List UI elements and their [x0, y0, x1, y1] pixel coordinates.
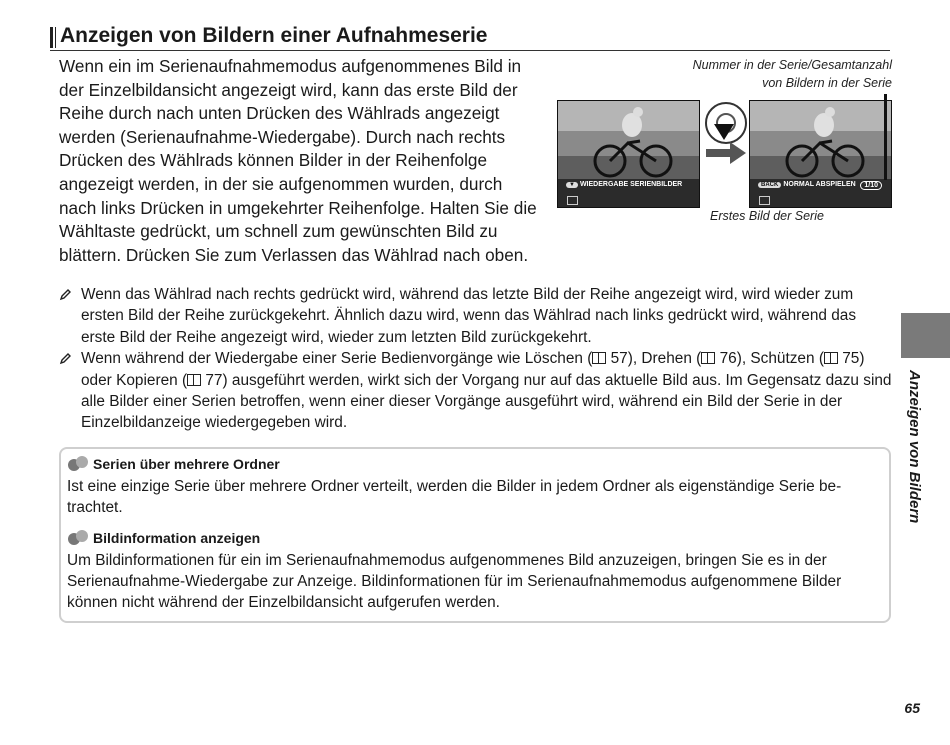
page-number: 65 — [904, 700, 920, 716]
chapter-tab — [901, 313, 950, 358]
list-item-text: 57), Drehen ( — [606, 350, 702, 368]
page-reference-icon — [187, 374, 201, 386]
transition-arrow-icon — [706, 142, 746, 164]
press-down-arrow-icon — [714, 124, 734, 140]
playback-icon — [567, 196, 578, 205]
cyclist-photo — [750, 101, 891, 179]
screen-label-text: WIEDERGABE SERIENBILDER — [579, 181, 683, 188]
section-heading — [50, 26, 890, 51]
list-item — [58, 348, 893, 434]
note-pencil-icon — [59, 352, 72, 365]
page-reference-icon — [592, 352, 606, 364]
list-item-text: 76), Schützen ( — [715, 350, 824, 368]
camera-screen-series — [749, 100, 892, 208]
intro-paragraph: Wenn ein im Serienaufnahmemodus aufgenommenes Bild in der Einzelbildansicht angezeigt wird, kann das erste Bild der Reihe durch nach unten Drücken des Wählrads angezeigt werden (Serienaufnahme-Wiedergabe). Durch nach rechts Drücken des Wählrads können Bilder in der Reihenfolge angezeigt werden, in der sie aufgenommen wurden, durch nach links Drücken in umgekehrter Reihenfolge. Halten Sie die Wähltaste gedrückt, um schnell zum gewünschten Bild zu blättern. Drücken Sie zum Verlassen das Wählrad nach oben. — [59, 56, 537, 265]
page-reference-icon — [824, 352, 838, 364]
series-counter: 1/10 — [860, 181, 882, 190]
info-heading — [67, 455, 280, 473]
list-item — [58, 284, 893, 348]
camera-screen-single — [557, 100, 700, 208]
screen-label-text: NORMAL ABSPIELEN — [783, 181, 856, 188]
page-title: Anzeigen von Bildern einer Aufnahmeserie — [60, 24, 488, 47]
info-gears-icon — [67, 529, 89, 547]
list-item-text: Wenn das Wählrad nach rechts gedrückt wird, während das letzte Bild der Reihe angezeigt wird, wird wieder zum ersten Bild der Reihe zurückgekehrt. Ähnlich dazu wird, wenn das Wählrad nach links gedrückt wird, während das erste Bild der Reihe angezeigt wird, wieder zum letzten Bild zurückgekehrt. — [81, 286, 857, 346]
screen-mode-label — [566, 181, 682, 188]
cyclist-photo — [558, 101, 699, 179]
list-item-text: 77) ausgeführt werden, wirkt sich der Vorgang nur auf das aktuelle Bild aus. Im Gegensatz dazu sind alle Bilder einer Serien betroffen, wenn einer dieser Vorgänge ausgeführt wird, während ein Bild der Serie in der Einzelbildanzeige wiedergegeben wird. — [81, 371, 892, 432]
callout-line — [884, 94, 887, 180]
info-text: Ist eine einzige Serie über mehrere Ordner verteilt, werden die Bilder in jedem Ordner als eigenständige Serie be-trachtet. — [67, 478, 842, 516]
chapter-label-text: Anzeigen von Bildern — [906, 370, 923, 524]
heading-bar-thin — [55, 27, 56, 48]
figure-caption-first: Erstes Bild der Serie — [710, 209, 824, 223]
playback-icon — [759, 196, 770, 205]
key-badge: BACK — [758, 182, 781, 188]
figure-caption-counter — [693, 56, 892, 92]
key-badge: ▼ — [566, 182, 578, 188]
page-reference-icon — [701, 352, 715, 364]
notes-list — [58, 284, 893, 434]
info-heading-text: Bildinformation anzeigen — [93, 530, 261, 546]
list-item-text: Wenn während der Wiedergabe einer Serie Bedienvorgänge wie Löschen ( — [81, 350, 593, 368]
info-heading — [67, 529, 260, 547]
caption-line: Nummer in der Serie/Gesamtanzahl — [692, 58, 892, 72]
info-gears-icon — [67, 455, 89, 473]
list-item-text: 75) oder Kopieren ( — [81, 350, 865, 389]
heading-bar — [50, 27, 53, 48]
info-heading-text: Serien über mehrere Ordner — [93, 456, 280, 472]
note-pencil-icon — [59, 288, 72, 301]
screen-mode-label — [758, 181, 856, 188]
chapter-label — [895, 370, 935, 570]
info-box — [59, 447, 891, 623]
caption-line: von Bildern in der Serie — [762, 76, 892, 90]
info-text: Um Bildinformationen für ein im Serienaufnahmemodus aufgenommenes Bild anzuzeigen, bringen Sie es in der Serienaufnahme-Wiedergabe zur Anzeige. Bildinformationen für im Serienaufnahmemodus aufgenommene Bilder können nicht während der Einzelbildansicht aufgerufen werden. — [67, 552, 842, 611]
